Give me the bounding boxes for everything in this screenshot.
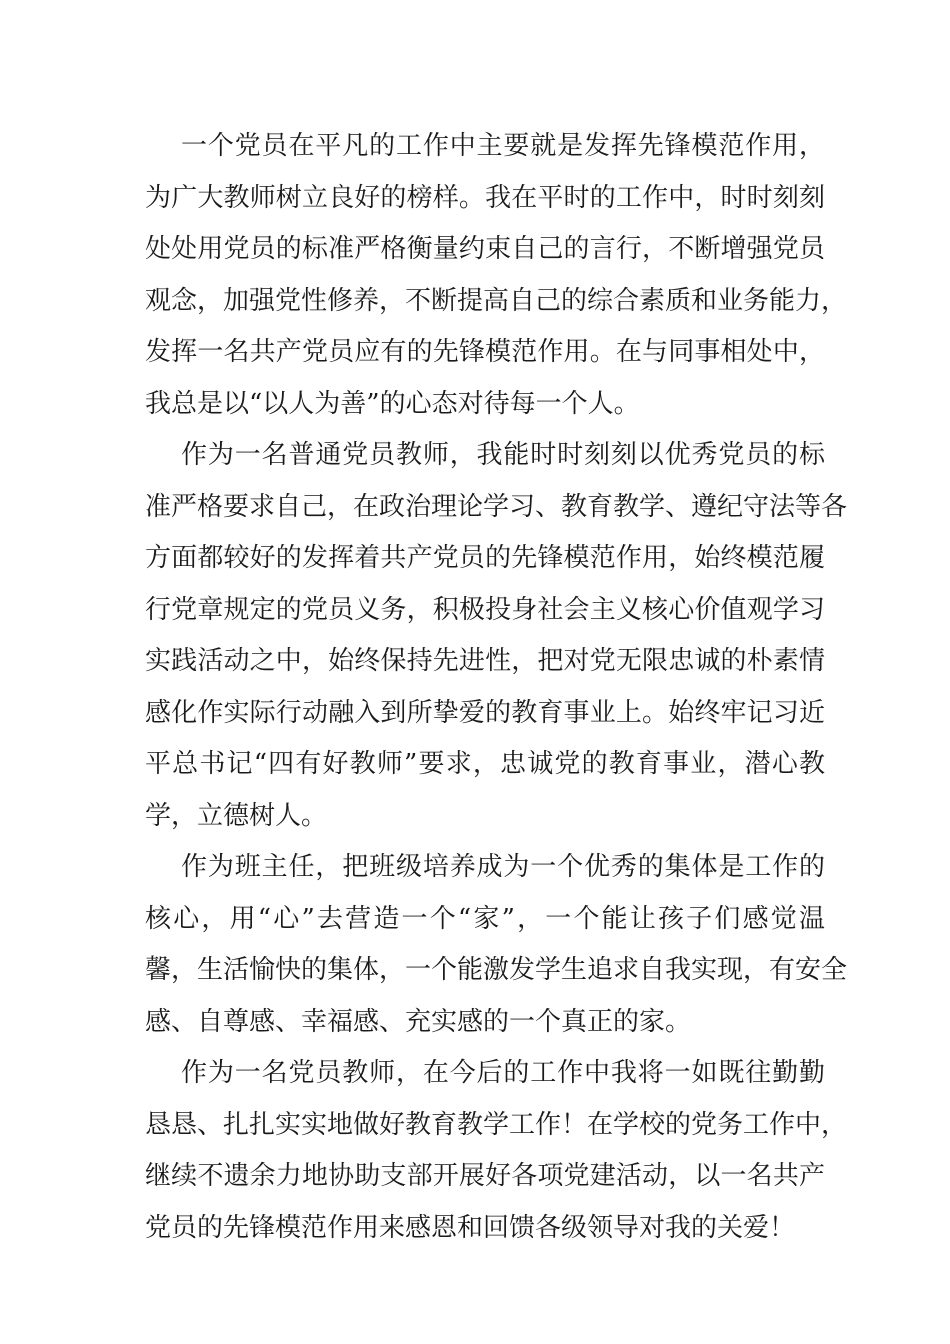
text-line: 恳恳、扎扎实实地做好教育教学工作！在学校的党务工作中， <box>145 1109 848 1140</box>
text-line: 学，立德树人。 <box>145 800 328 831</box>
text-line: 感化作实际行动融入到所挚爱的教育事业上。始终牢记习近 <box>145 697 825 728</box>
text-line: 处处用党员的标准严格衡量约束自己的言行，不断增强党员 <box>145 234 825 264</box>
document-body <box>145 121 848 1254</box>
paragraph-3 <box>145 842 848 1048</box>
text-line: 为广大教师树立良好的榜样。我在平时的工作中，时时刻刻 <box>145 182 825 213</box>
paragraph-1 <box>145 121 848 430</box>
text-line: 实践活动之中，始终保持先进性，把对党无限忠诚的朴素情 <box>145 646 825 676</box>
text-line: 党员的先锋模范作用来感恩和回馈各级领导对我的关爱！ <box>145 1212 796 1243</box>
text-line: 准严格要求自己，在政治理论学习、教育教学、遵纪守法等各 <box>145 491 848 522</box>
paragraph-2 <box>145 430 848 842</box>
text-line: 方面都较好的发挥着共产党员的先锋模范作用，始终模范履 <box>145 543 825 573</box>
text-line: 一个党员在平凡的工作中主要就是发挥先锋模范作用， <box>181 131 825 161</box>
text-line: 观念，加强党性修养，不断提高自己的综合素质和业务能力， <box>145 285 848 316</box>
text-line: 核心，用“心”去营造一个“家”，一个能让孩子们感觉温 <box>145 903 825 934</box>
text-line: 我总是以“以人为善”的心态对待每一个人。 <box>145 388 640 419</box>
text-line: 发挥一名共产党员应有的先锋模范作用。在与同事相处中， <box>145 337 825 367</box>
paragraph-4 <box>145 1048 848 1254</box>
text-line: 行党章规定的党员义务，积极投身社会主义核心价值观学习 <box>145 594 825 625</box>
text-line: 作为班主任，把班级培养成为一个优秀的集体是工作的 <box>181 852 825 882</box>
text-line: 作为一名普通党员教师，我能时时刻刻以优秀党员的标 <box>181 440 825 470</box>
text-line: 继续不遗余力地协助支部开展好各项党建活动，以一名共产 <box>145 1161 825 1191</box>
text-line: 平总书记“四有好教师”要求，忠诚党的教育事业，潜心教 <box>145 749 825 779</box>
text-line: 感、自尊感、幸福感、充实感的一个真正的家。 <box>145 1006 692 1037</box>
text-line: 馨，生活愉快的集体，一个能激发学生追求自我实现，有安全 <box>145 955 848 985</box>
text-line: 作为一名党员教师，在今后的工作中我将一如既往勤勤 <box>181 1058 825 1088</box>
